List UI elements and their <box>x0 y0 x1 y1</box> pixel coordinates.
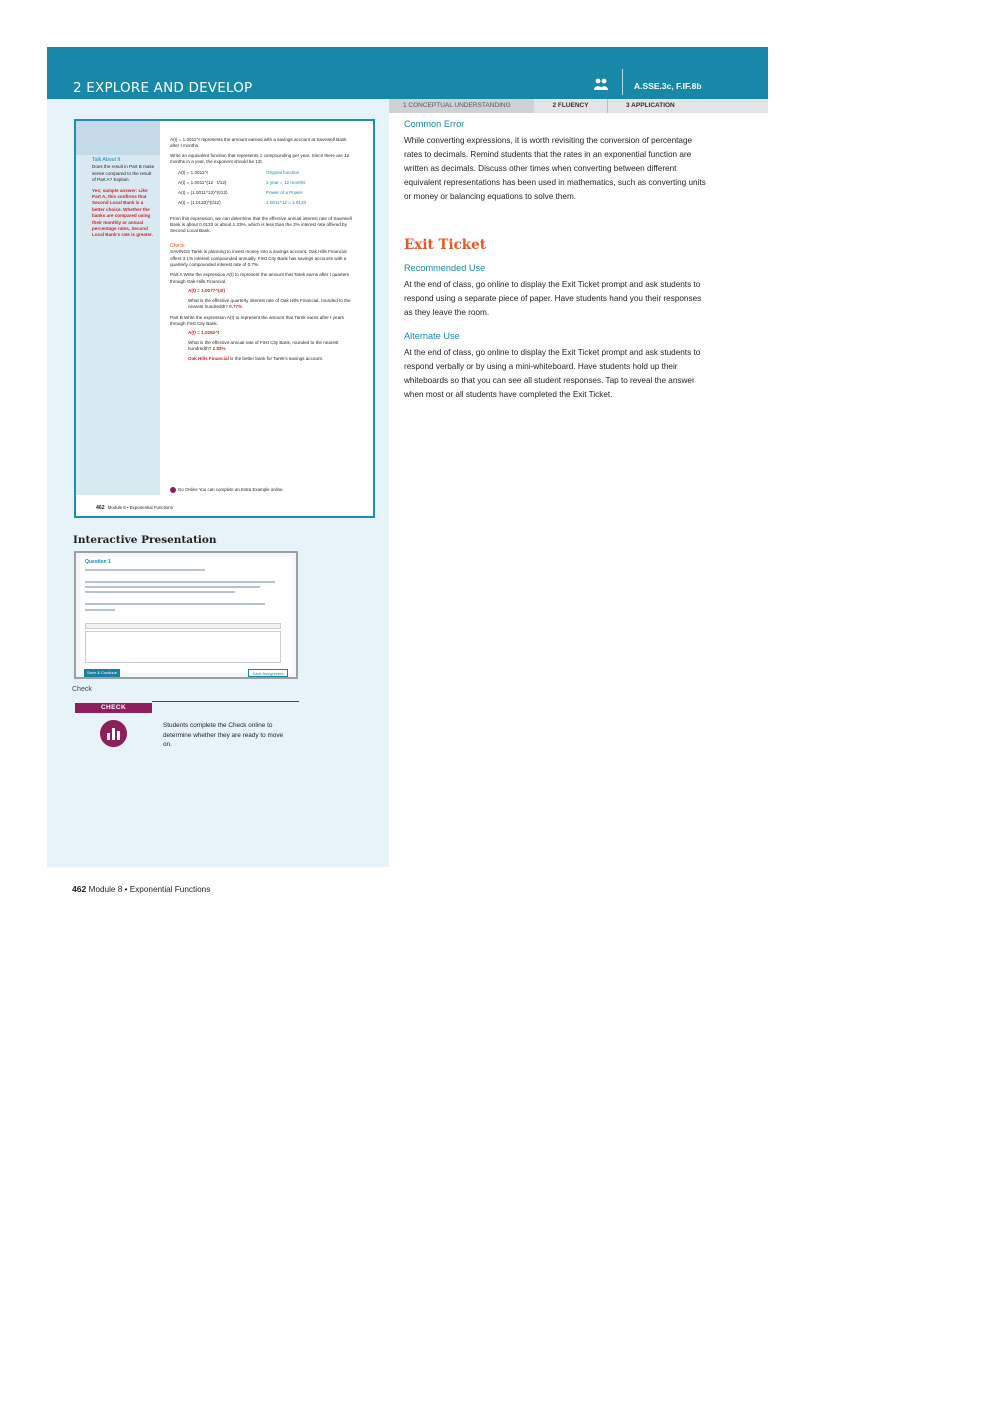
ip-answer-editor[interactable] <box>85 631 281 663</box>
ip-text-line <box>85 609 115 611</box>
part-b-answer: 2.83% <box>212 346 226 352</box>
standards-label: A.SSE.3c, F.IF.8b <box>634 81 702 91</box>
save-continue-button[interactable]: Save & Continue <box>84 669 120 677</box>
check-problem: SAVINGS Tarek is planning to invest money into a savings account. Oak Hills Financial offers 3.1% interest compounded annually. First City Bank has savings accounts with a quarterly compounded interest rate of 0.7%. <box>170 249 347 268</box>
page-number: 462 <box>72 884 87 894</box>
talk-about-it <box>92 157 156 239</box>
part-a-prompt: Part A Write the expression A(t) to represent the amount that Tarek earns after t quarters through Oak Hills Financial. <box>170 272 350 284</box>
go-online-note: Go Online You can complete an Extra Example online. <box>170 487 370 494</box>
level-application: 3 APPLICATION <box>626 102 675 109</box>
equation-list <box>178 170 352 210</box>
recommended-use-body: At the end of class, go online to display the Exit Ticket prompt and ask students to respond using a separate piece of paper. Have students hand you their responses as they leave the room. <box>404 280 702 317</box>
sidebar-tab <box>76 121 160 155</box>
ip-text-line <box>85 591 235 593</box>
part-a-answer: 0.77% <box>229 304 243 310</box>
part-b-question: What is the effective annual rate of First City Bank, rounded to the nearest hundredth? 2.83% <box>188 339 339 352</box>
equation-row: A(t) = (1.0011^12)^(t/12) Power of a Power <box>178 189 303 195</box>
part-b-prompt: Part B Write the expression A(t) to represent the amount that Tarek earns after t years through First City Bank. <box>170 314 344 326</box>
check-description: Students complete the Check online to determine whether they are ready to move on. <box>163 722 284 749</box>
page-footer <box>72 884 210 894</box>
check-caption: Check <box>72 686 92 693</box>
equation-row: A(t) = 1.0011^t Original function <box>178 169 300 175</box>
check-band: CHECK <box>75 703 152 713</box>
alternate-use-body: At the end of class, go online to display the Exit Ticket prompt and ask students to respond verbally or by using a mini-whiteboard. Have students hold up their whiteboards so that you can see all student responses. Tap to reveal the answer when most or all students have completed the Exit Ticket. <box>404 348 701 399</box>
ip-text-line <box>85 581 275 583</box>
footer-text: Module 8 • Exponential Functions <box>88 885 211 894</box>
level-strip <box>389 99 768 113</box>
student-page-main <box>170 137 352 365</box>
group-icon <box>593 77 609 91</box>
interactive-presentation-title: Interactive Presentation <box>73 534 217 546</box>
intro-text: A(t) = 1.0011^t represents the amount earned with a savings account at Savewell Bank after t months. <box>170 137 347 149</box>
common-error-body: While converting expressions, it is worth revisiting the conversion of percentage rates to decimals. Remind students that the rates in an exponential function are written as decimals. Discuss other times when converting between different equivalent representations has been used in mathematics, such as converting units or money or balancing equations to solve them. <box>404 136 706 201</box>
equation-row: A(t) = 1.0011^(12 · t/12) 1 year = 12 months <box>178 179 306 185</box>
check-heading: Check <box>170 242 185 249</box>
conclusion-text: From this expression, we can determine that the effective annual interest rate of Savewell Bank is about 0.0133 or about 1.33%, which is less than the 2% interest rate offered by Second Local Bank. <box>170 215 352 234</box>
ip-screen <box>80 557 292 676</box>
ip-question-label: Question 1 <box>85 559 111 565</box>
exit-ticket-title: Exit Ticket <box>404 237 486 253</box>
ip-editor-toolbar[interactable] <box>85 623 281 629</box>
level-conceptual: 1 CONCEPTUAL UNDERSTANDING <box>389 99 534 113</box>
section-header <box>47 47 768 99</box>
recommended-use-title: Recommended Use <box>404 263 486 273</box>
student-page-thumbnail <box>74 119 375 518</box>
talk-question: Does the result in Part B make sense compared to the result of Part A? Explain. <box>92 164 155 183</box>
student-page-footer: 462 Module 8 • Exponential Functions <box>96 505 173 511</box>
ip-text-line <box>85 586 260 588</box>
part-a-question: What is the effective quarterly interest rate of Oak Hills Financial, rounded to the nearest hundredth? 0.77% <box>188 297 351 310</box>
section-title: 2 EXPLORE AND DEVELOP <box>73 80 253 96</box>
common-error-title: Common Error <box>404 119 465 129</box>
alternate-use-title: Alternate Use <box>404 331 460 341</box>
bar-chart-icon <box>100 720 127 747</box>
part-b-equation: A(t) = 1.0282^t <box>188 330 220 336</box>
level-fluency: 2 FLUENCY <box>534 99 608 113</box>
go-online-icon <box>170 487 176 493</box>
ip-text-line <box>85 603 265 605</box>
save-assignment-button[interactable]: Save Assignment <box>248 669 288 677</box>
part-b-better-bank: Oak Hills Financial is the better bank for Tarek's savings account. <box>188 355 324 361</box>
talk-title: Talk About It <box>92 157 121 163</box>
check-rule <box>152 701 299 702</box>
header-divider <box>622 69 623 95</box>
equivalent-text: Write an equivalent function that represents 1 compounding per year. Since there are 12 months in a year, the exponent should be 12t. <box>170 152 350 165</box>
part-a-equation: A(t) = 1.0077^(4t) <box>188 288 226 294</box>
ip-text-line <box>85 569 205 571</box>
student-page-sidebar <box>76 121 160 495</box>
interactive-presentation-screenshot <box>74 551 298 679</box>
equation-row: A(t) = (1.0133)^(t/12) 1.0011^12 ≈ 1.0133 <box>178 199 307 205</box>
talk-answer: Yes; sample answer: Like Part A, this confirms that Second Local Bank is a better choice. Whether the banks are compared using their monthly or annual percentage rates, Second Local Bank's rate is greater. <box>92 187 153 238</box>
